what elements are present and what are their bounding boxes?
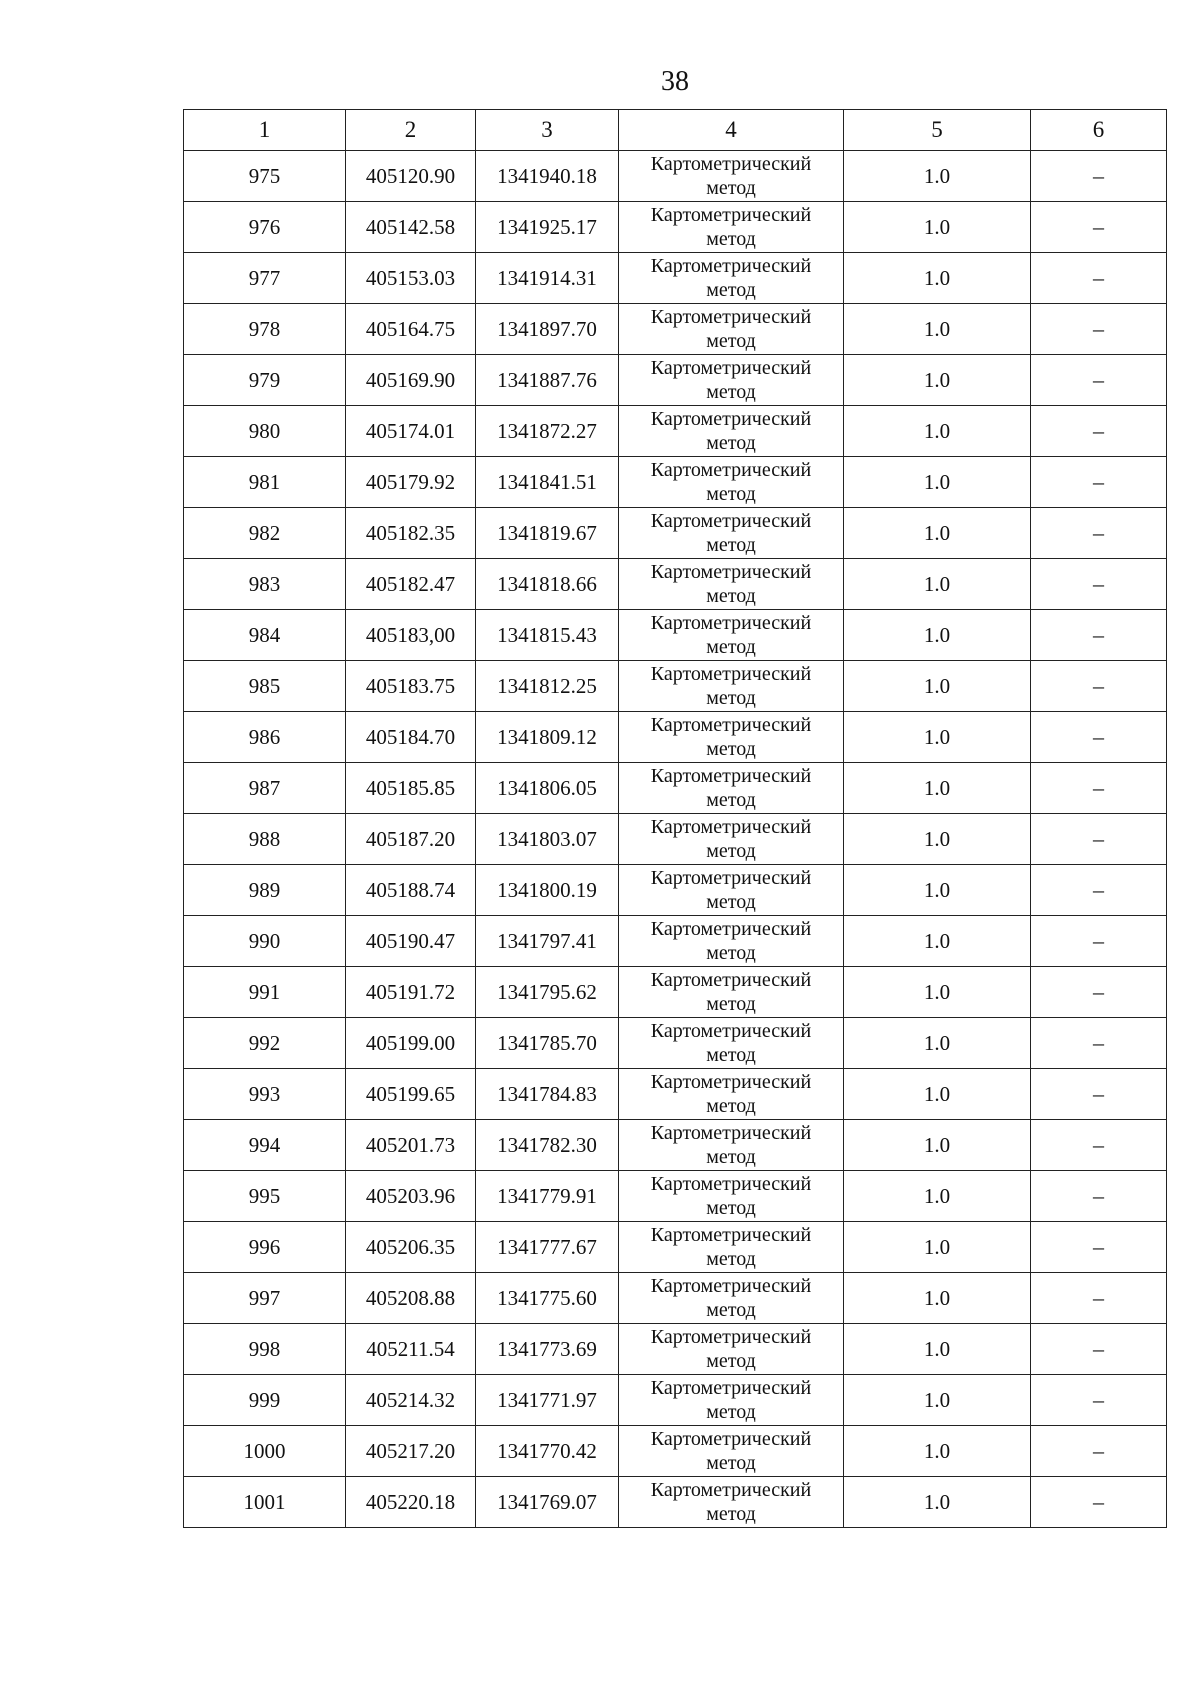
method-line-1: Картометрический bbox=[650, 918, 812, 940]
point-number-cell: 996 bbox=[184, 1222, 346, 1273]
accuracy-cell: 1.0 bbox=[844, 865, 1031, 916]
table-row bbox=[184, 1069, 1167, 1120]
method-line-1: Картометрический bbox=[650, 153, 812, 175]
accuracy-cell: 1.0 bbox=[844, 814, 1031, 865]
note-cell: – bbox=[1031, 610, 1167, 661]
method-cell bbox=[619, 1477, 844, 1528]
accuracy-cell: 1.0 bbox=[844, 1426, 1031, 1477]
method-line-1: Картометрический bbox=[650, 1173, 812, 1195]
table-row bbox=[184, 304, 1167, 355]
table-row bbox=[184, 1324, 1167, 1375]
table-row bbox=[184, 1120, 1167, 1171]
method-cell bbox=[619, 1171, 844, 1222]
accuracy-cell: 1.0 bbox=[844, 457, 1031, 508]
accuracy-cell: 1.0 bbox=[844, 406, 1031, 457]
table-row bbox=[184, 1018, 1167, 1069]
note-cell: – bbox=[1031, 406, 1167, 457]
method-cell bbox=[619, 916, 844, 967]
method-cell bbox=[619, 610, 844, 661]
y-coordinate-cell: 1341785.70 bbox=[476, 1018, 619, 1069]
coordinates-table bbox=[183, 109, 1167, 1528]
method-line-2: метод bbox=[706, 1044, 756, 1066]
x-coordinate-cell: 405191.72 bbox=[346, 967, 476, 1018]
method-line-2: метод bbox=[706, 738, 756, 760]
table-row bbox=[184, 610, 1167, 661]
header-cell-2: 2 bbox=[346, 110, 476, 151]
x-coordinate-cell: 405188.74 bbox=[346, 865, 476, 916]
y-coordinate-cell: 1341887.76 bbox=[476, 355, 619, 406]
y-coordinate-cell: 1341779.91 bbox=[476, 1171, 619, 1222]
x-coordinate-cell: 405183.75 bbox=[346, 661, 476, 712]
accuracy-cell: 1.0 bbox=[844, 355, 1031, 406]
y-coordinate-cell: 1341819.67 bbox=[476, 508, 619, 559]
note-cell: – bbox=[1031, 355, 1167, 406]
header-cell-5: 5 bbox=[844, 110, 1031, 151]
point-number-cell: 991 bbox=[184, 967, 346, 1018]
accuracy-cell: 1.0 bbox=[844, 1018, 1031, 1069]
accuracy-cell: 1.0 bbox=[844, 763, 1031, 814]
method-line-1: Картометрический bbox=[650, 306, 812, 328]
y-coordinate-cell: 1341775.60 bbox=[476, 1273, 619, 1324]
x-coordinate-cell: 405185.85 bbox=[346, 763, 476, 814]
note-cell: – bbox=[1031, 1426, 1167, 1477]
method-line-1: Картометрический bbox=[650, 816, 812, 838]
header-cell-4: 4 bbox=[619, 110, 844, 151]
table-row bbox=[184, 457, 1167, 508]
header-cell-3: 3 bbox=[476, 110, 619, 151]
accuracy-cell: 1.0 bbox=[844, 712, 1031, 763]
note-cell: – bbox=[1031, 1120, 1167, 1171]
table-row bbox=[184, 814, 1167, 865]
y-coordinate-cell: 1341797.41 bbox=[476, 916, 619, 967]
method-line-2: метод bbox=[706, 1197, 756, 1219]
method-line-1: Картометрический bbox=[650, 408, 812, 430]
point-number-cell: 989 bbox=[184, 865, 346, 916]
x-coordinate-cell: 405169.90 bbox=[346, 355, 476, 406]
x-coordinate-cell: 405211.54 bbox=[346, 1324, 476, 1375]
x-coordinate-cell: 405199.65 bbox=[346, 1069, 476, 1120]
method-line-1: Картометрический bbox=[650, 204, 812, 226]
table-row bbox=[184, 916, 1167, 967]
method-line-1: Картометрический bbox=[650, 765, 812, 787]
x-coordinate-cell: 405164.75 bbox=[346, 304, 476, 355]
method-line-1: Картометрический bbox=[650, 867, 812, 889]
table-row bbox=[184, 508, 1167, 559]
note-cell: – bbox=[1031, 865, 1167, 916]
method-line-1: Картометрический bbox=[650, 1071, 812, 1093]
x-coordinate-cell: 405174.01 bbox=[346, 406, 476, 457]
accuracy-cell: 1.0 bbox=[844, 1069, 1031, 1120]
method-cell bbox=[619, 1273, 844, 1324]
x-coordinate-cell: 405199.00 bbox=[346, 1018, 476, 1069]
x-coordinate-cell: 405208.88 bbox=[346, 1273, 476, 1324]
table-row bbox=[184, 661, 1167, 712]
point-number-cell: 986 bbox=[184, 712, 346, 763]
x-coordinate-cell: 405217.20 bbox=[346, 1426, 476, 1477]
note-cell: – bbox=[1031, 712, 1167, 763]
y-coordinate-cell: 1341925.17 bbox=[476, 202, 619, 253]
y-coordinate-cell: 1341872.27 bbox=[476, 406, 619, 457]
method-cell bbox=[619, 508, 844, 559]
table-row bbox=[184, 1273, 1167, 1324]
point-number-cell: 994 bbox=[184, 1120, 346, 1171]
accuracy-cell: 1.0 bbox=[844, 1120, 1031, 1171]
note-cell: – bbox=[1031, 967, 1167, 1018]
method-cell bbox=[619, 406, 844, 457]
method-line-1: Картометрический bbox=[650, 969, 812, 991]
header-cell-1: 1 bbox=[184, 110, 346, 151]
accuracy-cell: 1.0 bbox=[844, 610, 1031, 661]
header-cell-6: 6 bbox=[1031, 110, 1167, 151]
method-line-2: метод bbox=[706, 942, 756, 964]
y-coordinate-cell: 1341784.83 bbox=[476, 1069, 619, 1120]
method-line-1: Картометрический bbox=[650, 1377, 812, 1399]
method-cell bbox=[619, 763, 844, 814]
x-coordinate-cell: 405182.35 bbox=[346, 508, 476, 559]
y-coordinate-cell: 1341818.66 bbox=[476, 559, 619, 610]
method-line-2: метод bbox=[706, 177, 756, 199]
accuracy-cell: 1.0 bbox=[844, 304, 1031, 355]
note-cell: – bbox=[1031, 253, 1167, 304]
point-number-cell: 980 bbox=[184, 406, 346, 457]
note-cell: – bbox=[1031, 763, 1167, 814]
method-cell bbox=[619, 457, 844, 508]
table-row bbox=[184, 1375, 1167, 1426]
method-line-1: Картометрический bbox=[650, 714, 812, 736]
note-cell: – bbox=[1031, 1375, 1167, 1426]
x-coordinate-cell: 405182.47 bbox=[346, 559, 476, 610]
accuracy-cell: 1.0 bbox=[844, 1273, 1031, 1324]
method-cell bbox=[619, 661, 844, 712]
method-line-2: метод bbox=[706, 789, 756, 811]
note-cell: – bbox=[1031, 1171, 1167, 1222]
method-line-1: Картометрический bbox=[650, 459, 812, 481]
y-coordinate-cell: 1341841.51 bbox=[476, 457, 619, 508]
y-coordinate-cell: 1341771.97 bbox=[476, 1375, 619, 1426]
method-line-2: метод bbox=[706, 1452, 756, 1474]
point-number-cell: 984 bbox=[184, 610, 346, 661]
accuracy-cell: 1.0 bbox=[844, 967, 1031, 1018]
method-cell bbox=[619, 304, 844, 355]
table-row bbox=[184, 559, 1167, 610]
table-row bbox=[184, 253, 1167, 304]
point-number-cell: 995 bbox=[184, 1171, 346, 1222]
method-line-1: Картометрический bbox=[650, 255, 812, 277]
x-coordinate-cell: 405120.90 bbox=[346, 151, 476, 202]
table-row bbox=[184, 151, 1167, 202]
accuracy-cell: 1.0 bbox=[844, 661, 1031, 712]
accuracy-cell: 1.0 bbox=[844, 202, 1031, 253]
accuracy-cell: 1.0 bbox=[844, 916, 1031, 967]
method-line-2: метод bbox=[706, 687, 756, 709]
x-coordinate-cell: 405214.32 bbox=[346, 1375, 476, 1426]
table-row bbox=[184, 355, 1167, 406]
y-coordinate-cell: 1341800.19 bbox=[476, 865, 619, 916]
method-line-2: метод bbox=[706, 585, 756, 607]
y-coordinate-cell: 1341897.70 bbox=[476, 304, 619, 355]
point-number-cell: 997 bbox=[184, 1273, 346, 1324]
table-row bbox=[184, 712, 1167, 763]
method-line-1: Картометрический bbox=[650, 663, 812, 685]
point-number-cell: 990 bbox=[184, 916, 346, 967]
point-number-cell: 1001 bbox=[184, 1477, 346, 1528]
method-line-2: метод bbox=[706, 891, 756, 913]
point-number-cell: 982 bbox=[184, 508, 346, 559]
note-cell: – bbox=[1031, 814, 1167, 865]
accuracy-cell: 1.0 bbox=[844, 559, 1031, 610]
method-line-1: Картометрический bbox=[650, 612, 812, 634]
x-coordinate-cell: 405184.70 bbox=[346, 712, 476, 763]
note-cell: – bbox=[1031, 1069, 1167, 1120]
point-number-cell: 998 bbox=[184, 1324, 346, 1375]
method-line-2: метод bbox=[706, 1095, 756, 1117]
table-row bbox=[184, 1222, 1167, 1273]
accuracy-cell: 1.0 bbox=[844, 151, 1031, 202]
method-cell bbox=[619, 1120, 844, 1171]
table-row bbox=[184, 202, 1167, 253]
method-line-2: метод bbox=[706, 534, 756, 556]
x-coordinate-cell: 405201.73 bbox=[346, 1120, 476, 1171]
method-cell bbox=[619, 253, 844, 304]
point-number-cell: 992 bbox=[184, 1018, 346, 1069]
point-number-cell: 978 bbox=[184, 304, 346, 355]
method-line-2: метод bbox=[706, 228, 756, 250]
y-coordinate-cell: 1341782.30 bbox=[476, 1120, 619, 1171]
method-line-2: метод bbox=[706, 279, 756, 301]
point-number-cell: 975 bbox=[184, 151, 346, 202]
y-coordinate-cell: 1341809.12 bbox=[476, 712, 619, 763]
table-row bbox=[184, 1477, 1167, 1528]
method-line-1: Картометрический bbox=[650, 1020, 812, 1042]
table-row bbox=[184, 967, 1167, 1018]
x-coordinate-cell: 405179.92 bbox=[346, 457, 476, 508]
method-line-2: метод bbox=[706, 432, 756, 454]
method-cell bbox=[619, 967, 844, 1018]
method-line-2: метод bbox=[706, 993, 756, 1015]
method-cell bbox=[619, 865, 844, 916]
method-line-2: метод bbox=[706, 1350, 756, 1372]
method-line-2: метод bbox=[706, 840, 756, 862]
table-row bbox=[184, 406, 1167, 457]
y-coordinate-cell: 1341940.18 bbox=[476, 151, 619, 202]
method-line-2: метод bbox=[706, 636, 756, 658]
point-number-cell: 999 bbox=[184, 1375, 346, 1426]
point-number-cell: 985 bbox=[184, 661, 346, 712]
table-row bbox=[184, 763, 1167, 814]
x-coordinate-cell: 405153.03 bbox=[346, 253, 476, 304]
point-number-cell: 981 bbox=[184, 457, 346, 508]
note-cell: – bbox=[1031, 1222, 1167, 1273]
x-coordinate-cell: 405183,00 bbox=[346, 610, 476, 661]
method-cell bbox=[619, 1069, 844, 1120]
y-coordinate-cell: 1341773.69 bbox=[476, 1324, 619, 1375]
method-cell bbox=[619, 1375, 844, 1426]
y-coordinate-cell: 1341795.62 bbox=[476, 967, 619, 1018]
y-coordinate-cell: 1341803.07 bbox=[476, 814, 619, 865]
note-cell: – bbox=[1031, 559, 1167, 610]
method-line-1: Картометрический bbox=[650, 1224, 812, 1246]
method-line-2: метод bbox=[706, 1146, 756, 1168]
method-line-1: Картометрический bbox=[650, 1122, 812, 1144]
y-coordinate-cell: 1341812.25 bbox=[476, 661, 619, 712]
x-coordinate-cell: 405187.20 bbox=[346, 814, 476, 865]
accuracy-cell: 1.0 bbox=[844, 253, 1031, 304]
table-row bbox=[184, 865, 1167, 916]
method-line-1: Картометрический bbox=[650, 357, 812, 379]
method-line-2: метод bbox=[706, 1401, 756, 1423]
method-cell bbox=[619, 1324, 844, 1375]
method-cell bbox=[619, 1018, 844, 1069]
method-line-1: Картометрический bbox=[650, 1275, 812, 1297]
x-coordinate-cell: 405142.58 bbox=[346, 202, 476, 253]
method-cell bbox=[619, 814, 844, 865]
accuracy-cell: 1.0 bbox=[844, 1222, 1031, 1273]
point-number-cell: 987 bbox=[184, 763, 346, 814]
note-cell: – bbox=[1031, 1273, 1167, 1324]
note-cell: – bbox=[1031, 1477, 1167, 1528]
table-row bbox=[184, 1171, 1167, 1222]
point-number-cell: 983 bbox=[184, 559, 346, 610]
accuracy-cell: 1.0 bbox=[844, 1477, 1031, 1528]
y-coordinate-cell: 1341806.05 bbox=[476, 763, 619, 814]
accuracy-cell: 1.0 bbox=[844, 1324, 1031, 1375]
point-number-cell: 976 bbox=[184, 202, 346, 253]
method-line-1: Картометрический bbox=[650, 510, 812, 532]
method-line-2: метод bbox=[706, 483, 756, 505]
x-coordinate-cell: 405203.96 bbox=[346, 1171, 476, 1222]
y-coordinate-cell: 1341914.31 bbox=[476, 253, 619, 304]
accuracy-cell: 1.0 bbox=[844, 508, 1031, 559]
method-line-2: метод bbox=[706, 330, 756, 352]
note-cell: – bbox=[1031, 1324, 1167, 1375]
table-body bbox=[184, 151, 1167, 1528]
note-cell: – bbox=[1031, 457, 1167, 508]
method-line-1: Картометрический bbox=[650, 561, 812, 583]
method-line-1: Картометрический bbox=[650, 1326, 812, 1348]
method-line-2: метод bbox=[706, 1299, 756, 1321]
method-line-2: метод bbox=[706, 381, 756, 403]
x-coordinate-cell: 405220.18 bbox=[346, 1477, 476, 1528]
method-line-1: Картометрический bbox=[650, 1428, 812, 1450]
note-cell: – bbox=[1031, 508, 1167, 559]
point-number-cell: 1000 bbox=[184, 1426, 346, 1477]
note-cell: – bbox=[1031, 661, 1167, 712]
table-header bbox=[184, 110, 1167, 151]
table-row bbox=[184, 1426, 1167, 1477]
note-cell: – bbox=[1031, 202, 1167, 253]
x-coordinate-cell: 405206.35 bbox=[346, 1222, 476, 1273]
method-line-1: Картометрический bbox=[650, 1479, 812, 1501]
point-number-cell: 979 bbox=[184, 355, 346, 406]
method-cell bbox=[619, 355, 844, 406]
y-coordinate-cell: 1341770.42 bbox=[476, 1426, 619, 1477]
y-coordinate-cell: 1341777.67 bbox=[476, 1222, 619, 1273]
page-number: 38 bbox=[661, 66, 689, 97]
y-coordinate-cell: 1341769.07 bbox=[476, 1477, 619, 1528]
header-row bbox=[184, 110, 1167, 151]
note-cell: – bbox=[1031, 1018, 1167, 1069]
x-coordinate-cell: 405190.47 bbox=[346, 916, 476, 967]
method-line-2: метод bbox=[706, 1248, 756, 1270]
note-cell: – bbox=[1031, 304, 1167, 355]
method-cell bbox=[619, 559, 844, 610]
method-cell bbox=[619, 1222, 844, 1273]
method-cell bbox=[619, 202, 844, 253]
method-line-2: метод bbox=[706, 1503, 756, 1525]
point-number-cell: 977 bbox=[184, 253, 346, 304]
note-cell: – bbox=[1031, 916, 1167, 967]
method-cell bbox=[619, 1426, 844, 1477]
point-number-cell: 988 bbox=[184, 814, 346, 865]
point-number-cell: 993 bbox=[184, 1069, 346, 1120]
accuracy-cell: 1.0 bbox=[844, 1375, 1031, 1426]
y-coordinate-cell: 1341815.43 bbox=[476, 610, 619, 661]
accuracy-cell: 1.0 bbox=[844, 1171, 1031, 1222]
note-cell: – bbox=[1031, 151, 1167, 202]
method-cell bbox=[619, 151, 844, 202]
method-cell bbox=[619, 712, 844, 763]
